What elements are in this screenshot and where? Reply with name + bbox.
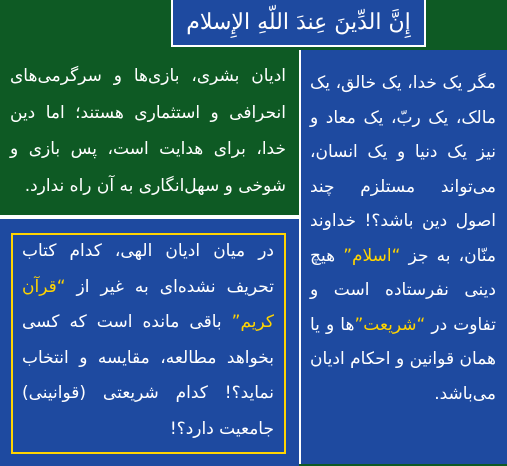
- right-text-part1: مگر یک خدا، یک خالق، یک مالک، یک ربّ، یک معاد و نیز یک دنیا و یک انسان، می‌تواند مستلزم چند اصول دین باشد؟! خداوند منّان، به جز: [310, 73, 496, 266]
- box-text-part1: در میان ادیان الهی، کدام کتاب تحریف نشده‌ای به غیر از: [22, 241, 274, 297]
- banner-calligraphy: إِنَّ الدِّینَ عِندَ اللّهِ الإِسلام: [186, 10, 411, 35]
- right-text-part3: ها و یا همان قوانین و احکام ادیان می‌باشد.: [310, 314, 496, 404]
- top-left-text: ادیان بشری، بازی‌ها و سرگرمی‌های انحرافی و استثماری هستند؛ اما دین خدا، برای هدایت است، پس بازی و شوخی و سهل‌انگاری به آن راه ندارد.: [10, 66, 286, 196]
- right-text-part2: هیچ دینی نفرستاده است و تفاوت در: [310, 245, 497, 335]
- box-text-part2: باقی مانده است که کسی بخواهد مطالعه، مقایسه و انتخاب نماید؟! کدام شریعتی (قوانینی) جامعیت دارد؟!: [22, 312, 274, 439]
- right-column-text: [310, 66, 496, 411]
- quran-highlight: “قرآن کریم”: [22, 276, 274, 332]
- islam-highlight: “اسلام”: [343, 245, 401, 266]
- quran-verse-banner: [171, 0, 426, 47]
- box-text: [22, 234, 274, 447]
- sharia-highlight: “شریعت”: [354, 314, 426, 335]
